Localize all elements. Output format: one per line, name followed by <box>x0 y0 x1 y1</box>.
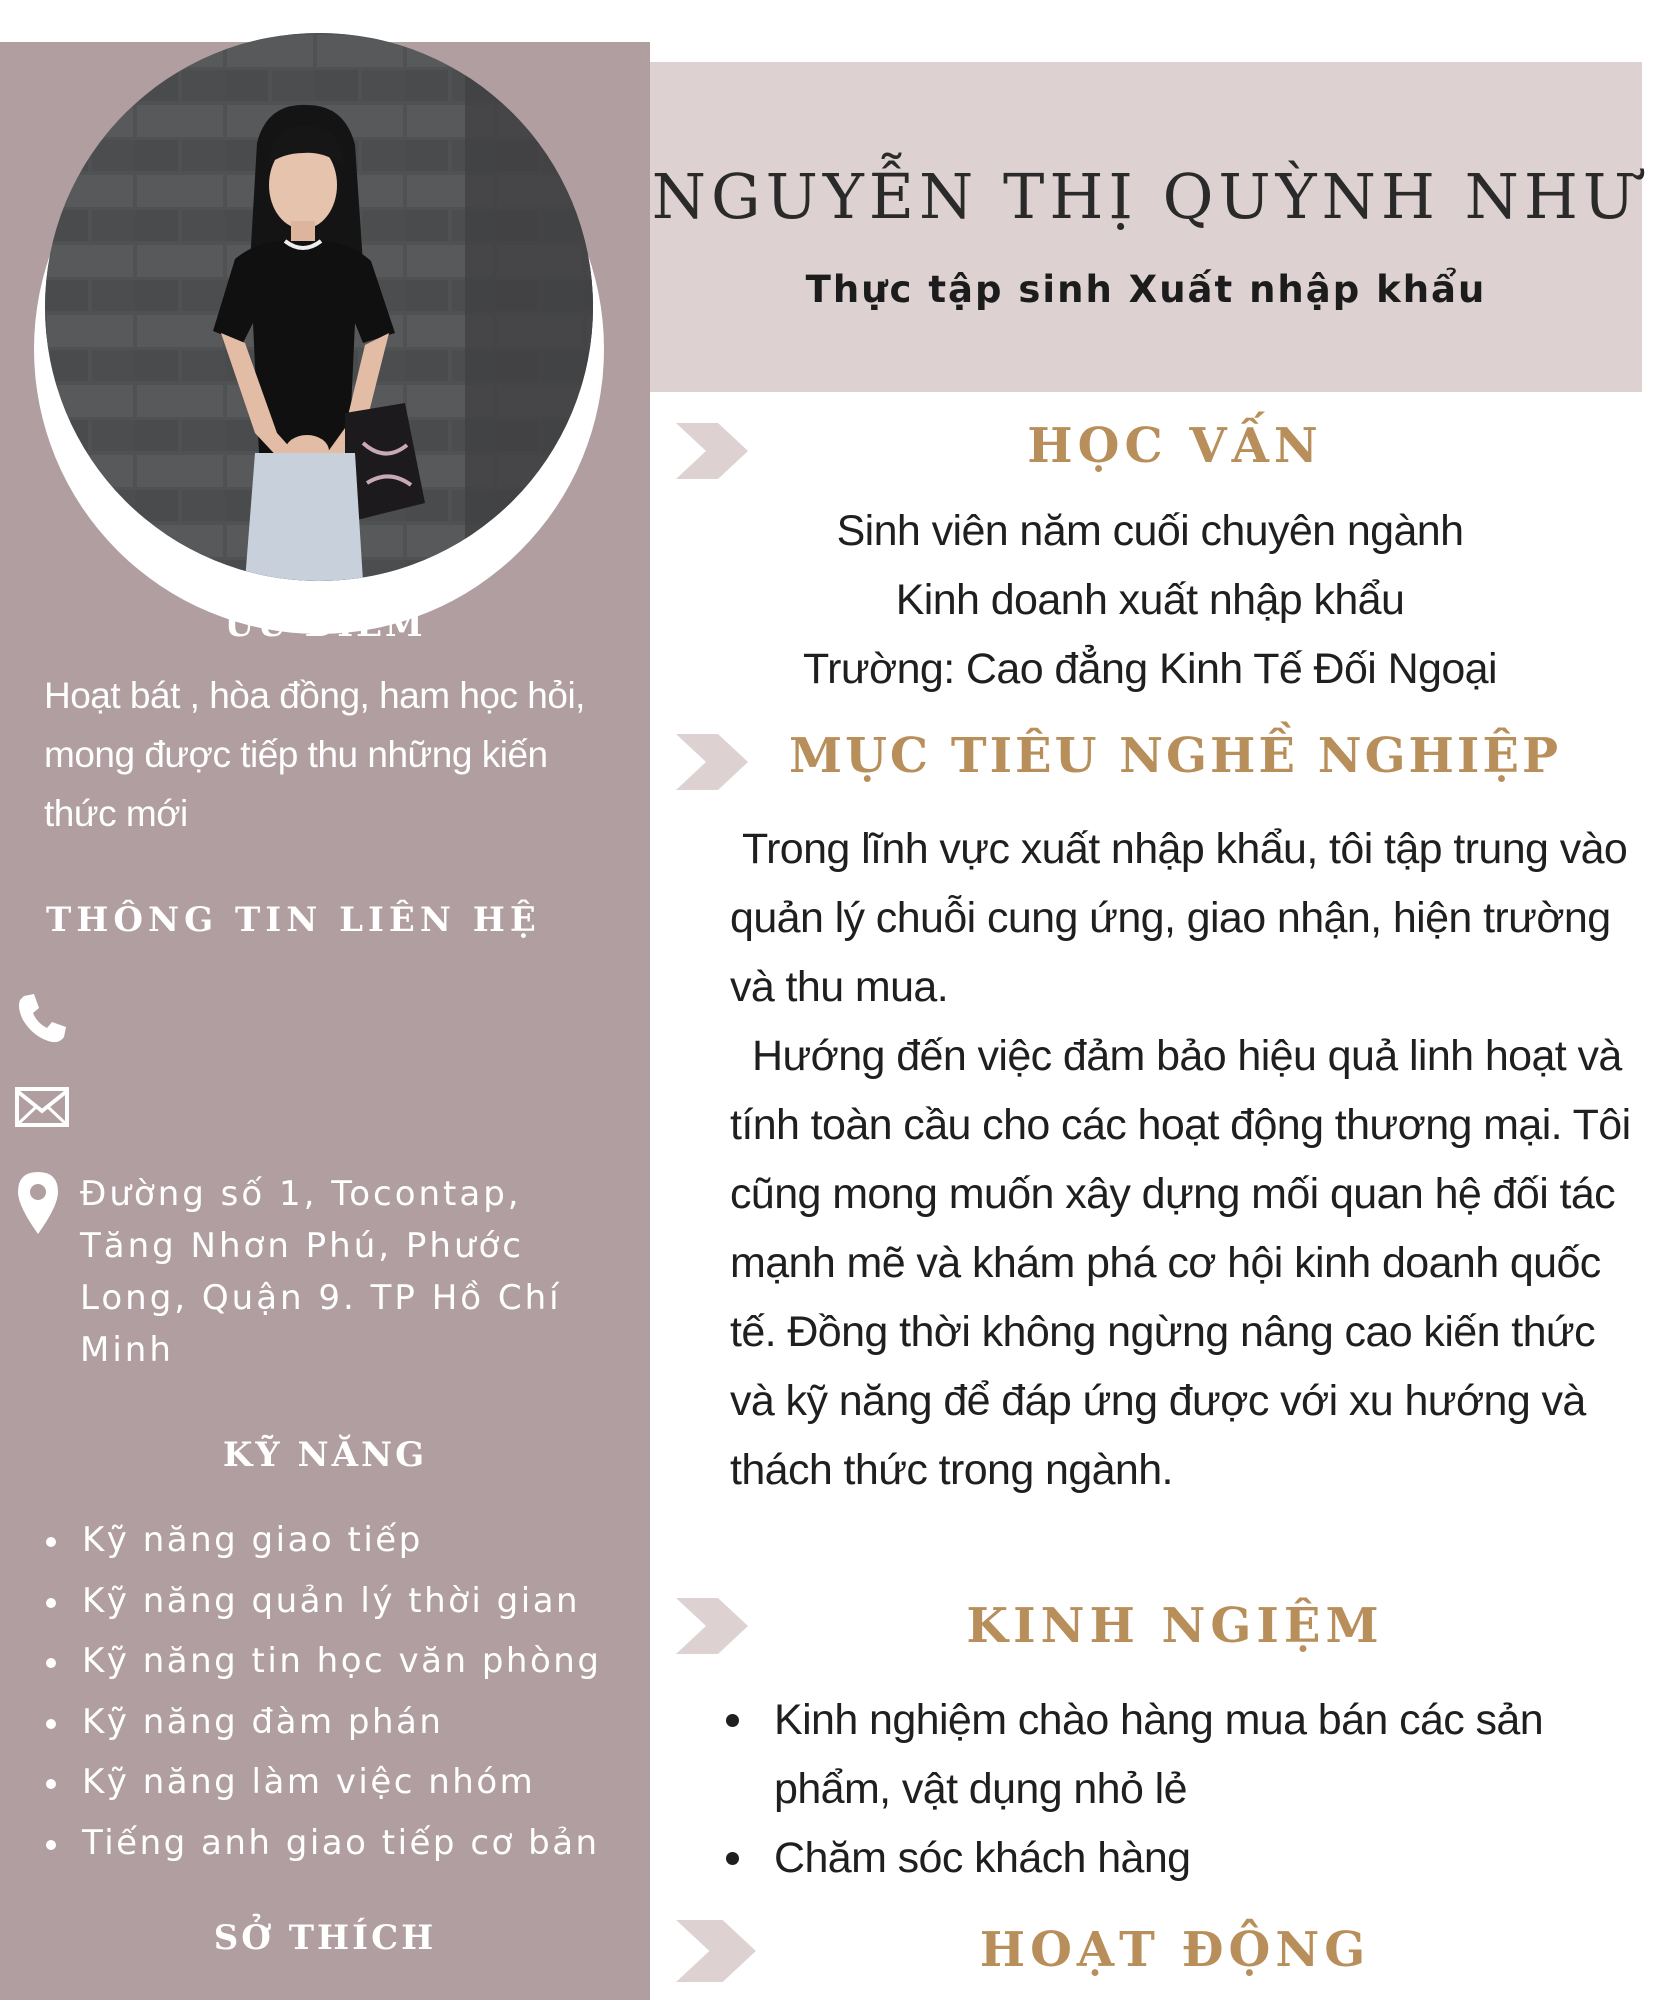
candidate-name: NGUYỄN THỊ QUỲNH NHƯ <box>651 160 1641 233</box>
phone-row <box>14 990 70 1046</box>
education-heading: HỌC VẤN <box>1027 418 1323 474</box>
address-pin <box>16 1170 60 1236</box>
career-goal-paragraph: Hướng đến việc đảm bảo hiệu quả linh hoạt và tính toàn cầu cho các hoạt động thương mại. Tôi cũng mong muốn xây dựng mối quan hệ đối tác mạnh mẽ và khám phá cơ hội kinh doanh quốc tế. Đồng thời không ngừng nâng cao kiến thức và kỹ năng để đáp ứng được với xu hướng và thách thức trong ngành. <box>730 1032 1631 1494</box>
skill-item: Kỹ năng giao tiếp <box>40 1510 640 1571</box>
skill-item: Kỹ năng đàm phán <box>40 1692 640 1753</box>
education-line: Trường: Cao đẳng Kinh Tế Đối Ngoại <box>803 645 1497 693</box>
mail-icon <box>14 1085 70 1129</box>
experience-list <box>722 1686 1622 1893</box>
experience-heading: KINH NGIỆM <box>966 1598 1384 1654</box>
education-text <box>700 497 1600 704</box>
header-panel <box>650 62 1642 392</box>
experience-item: Kinh nghiệm chào hàng mua bán các sản phẩm, vật dụng nhỏ lẻ <box>722 1686 1622 1824</box>
skill-item: Kỹ năng quản lý thời gian <box>40 1571 640 1632</box>
strengths-text: Hoạt bát , hòa đồng, ham học hỏi, mong được tiếp thu những kiến thức mới <box>44 675 585 834</box>
skill-item: Kỹ năng làm việc nhóm <box>40 1752 640 1813</box>
career-goal-heading: MỤC TIÊU NGHỀ NGHIỆP <box>788 728 1562 784</box>
candidate-role: Thực tập sinh Xuất nhập khẩu <box>805 268 1487 311</box>
strengths-heading: ƯU ĐIỂM <box>224 605 426 645</box>
career-goal-paragraph: Trong lĩnh vực xuất nhập khẩu, tôi tập trung vào quản lý chuỗi cung ứng, giao nhận, hiện trường và thu mua. <box>730 825 1628 1011</box>
skill-item: Tiếng anh giao tiếp cơ bản <box>40 1813 640 1874</box>
profile-photo <box>45 33 593 581</box>
profile-photo-image <box>45 33 593 581</box>
address-text: Đường số 1, Tocontap, Tăng Nhơn Phú, Phước Long, Quận 9. TP Hồ Chí Minh <box>80 1174 562 1370</box>
experience-item: Chăm sóc khách hàng <box>722 1824 1622 1893</box>
contact-heading: THÔNG TIN LIÊN HỆ <box>46 900 541 940</box>
skills-heading: KỸ NĂNG <box>222 1435 428 1475</box>
education-line: Sinh viên năm cuối chuyên ngành <box>836 507 1464 555</box>
hobbies-heading: SỞ THÍCH <box>213 1918 437 1958</box>
phone-icon <box>14 990 70 1046</box>
career-goal-text <box>730 815 1640 1505</box>
skills-list <box>40 1510 640 1873</box>
education-line: Kinh doanh xuất nhập khẩu <box>895 576 1405 624</box>
activities-heading: HOẠT ĐỘNG <box>979 1922 1371 1978</box>
email-row <box>14 1085 70 1129</box>
location-pin-icon <box>16 1170 60 1236</box>
skill-item: Kỹ năng tin học văn phòng <box>40 1631 640 1692</box>
